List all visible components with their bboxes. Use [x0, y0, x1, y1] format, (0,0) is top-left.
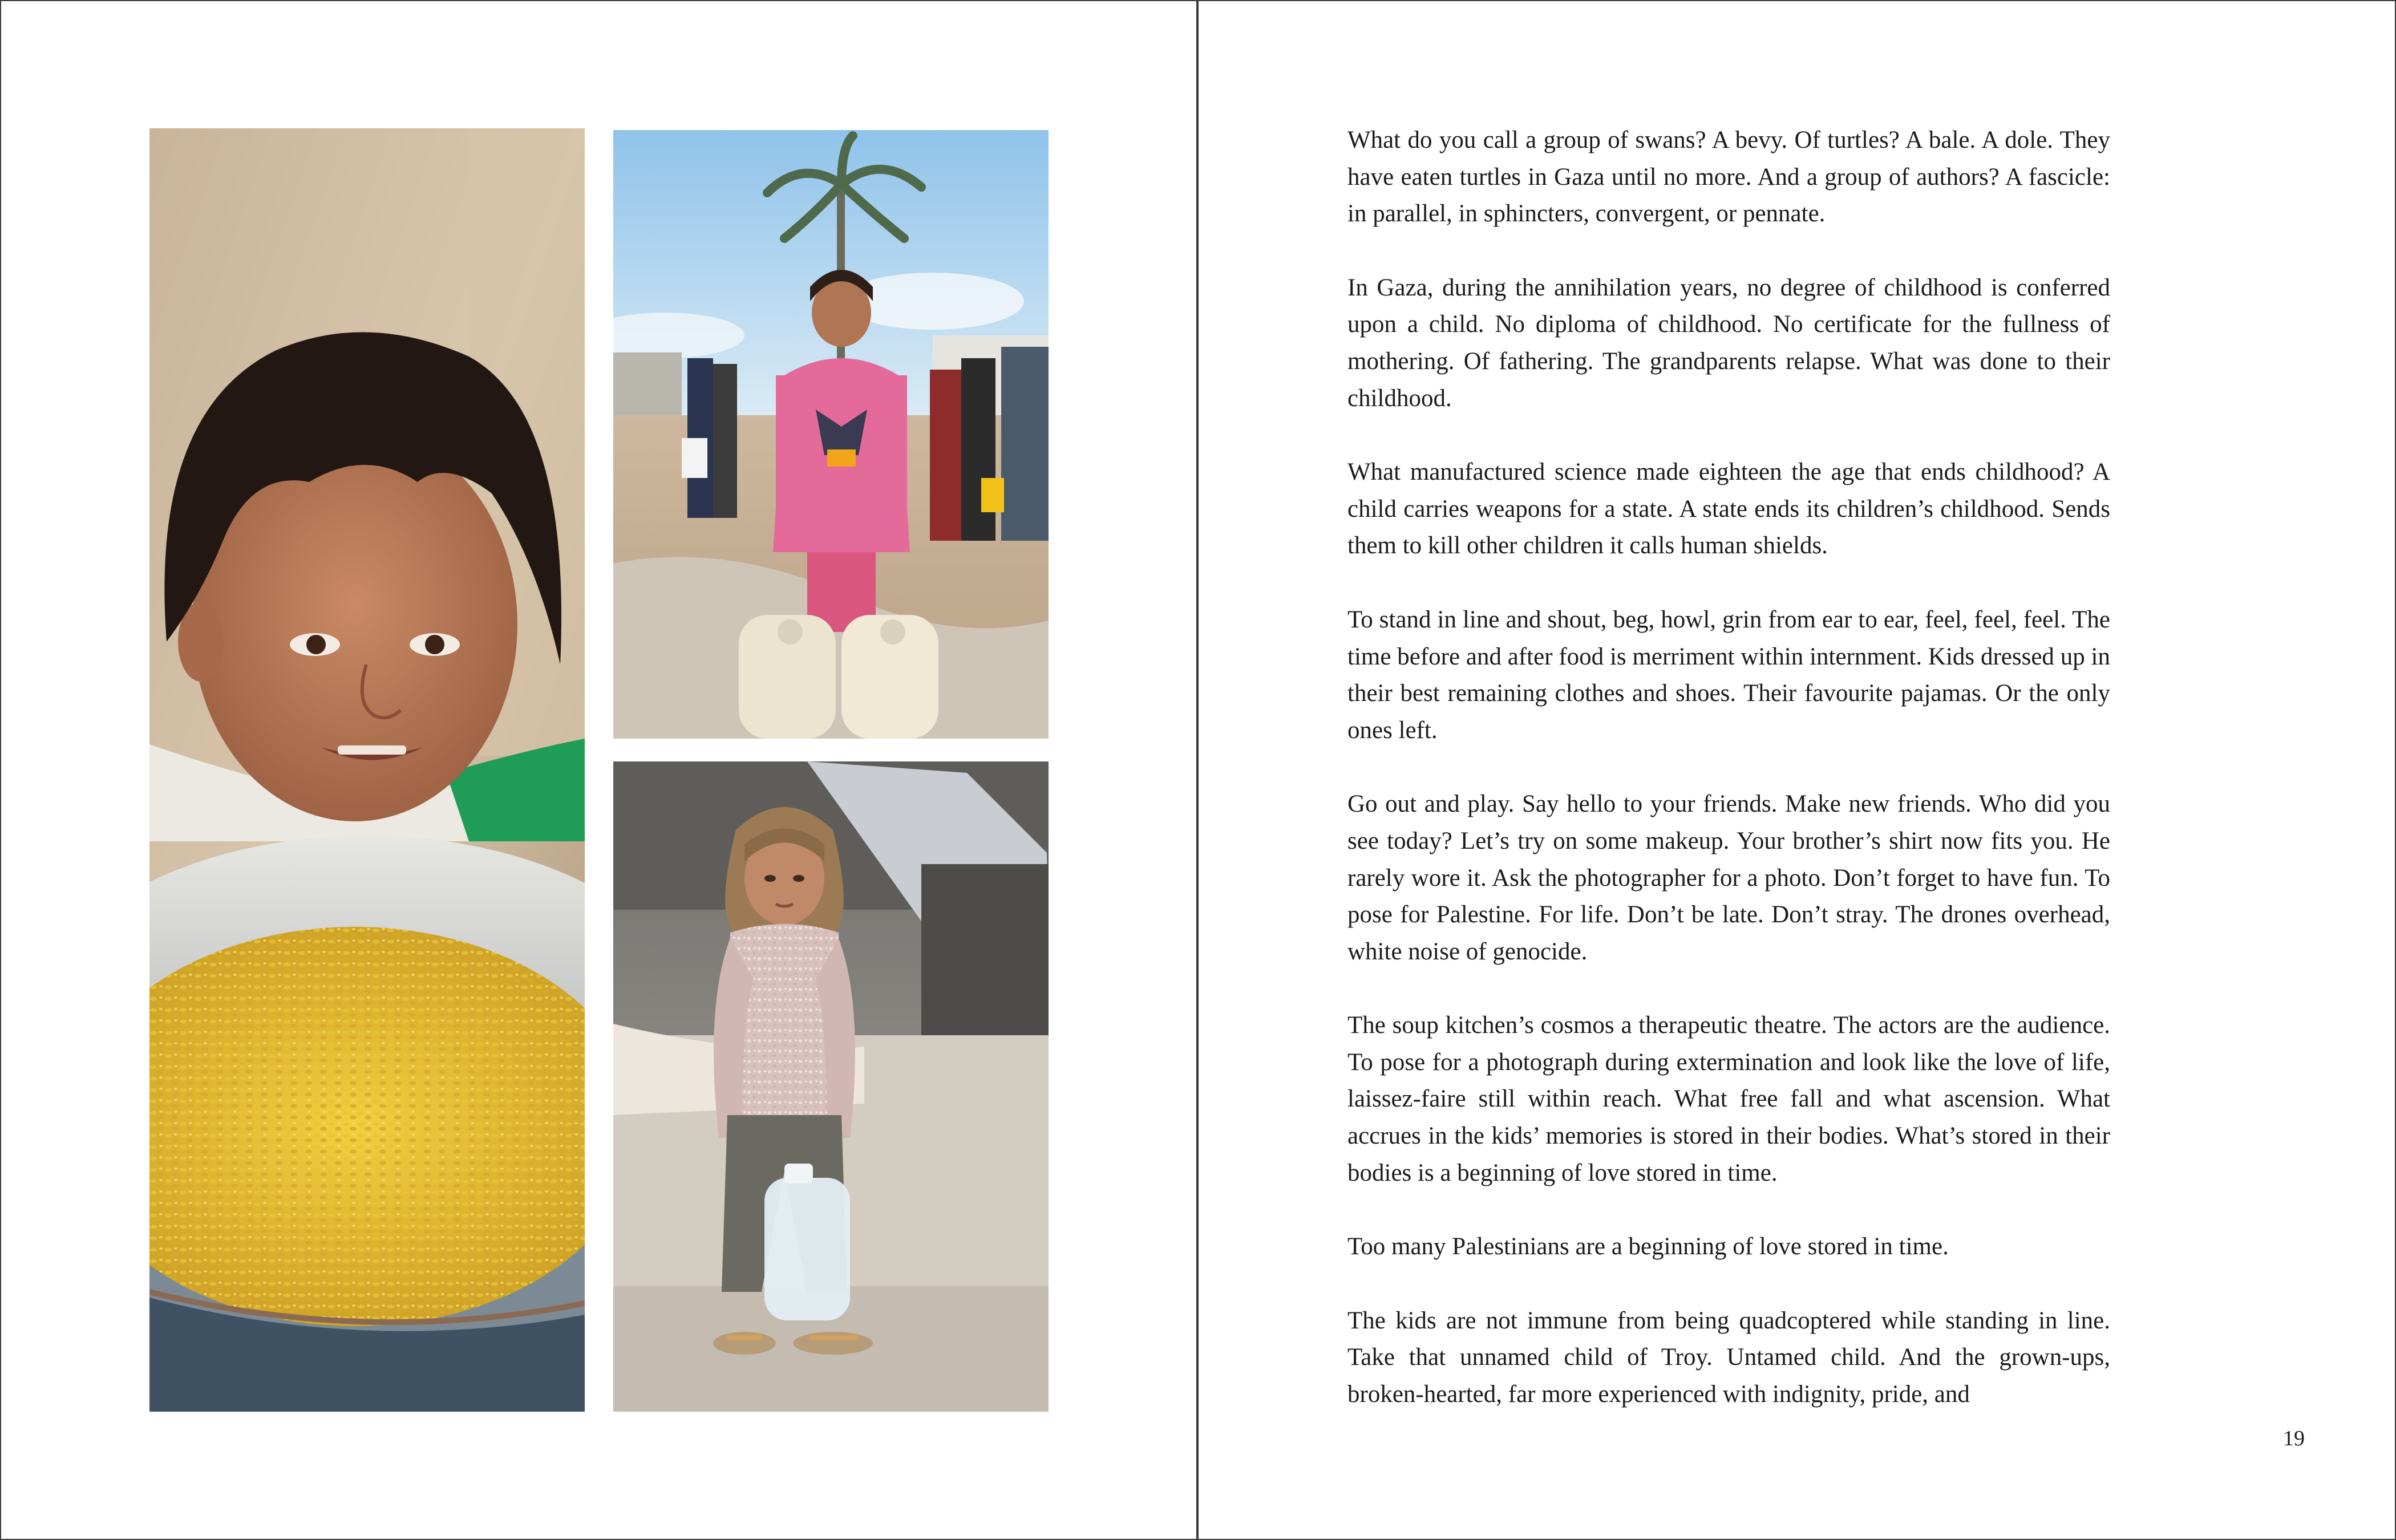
girl-sweater-illustration — [613, 761, 1049, 1412]
page-number: 19 — [2283, 1426, 2305, 1450]
paragraph-swans: What do you call a group of swans? A bevy. Of turtles? A bale. A dole. They have eaten turtles in Gaza until no more. And a group of authors? A fascicle: in parallel, in sphincters, convergent, or pennate. — [1347, 127, 2110, 228]
boy-with-food-photo — [149, 128, 585, 1412]
paragraph-go-out-and-play: Go out and play. Say hello to your friends. Make new friends. Who did you see today? Let’s try on some makeup. Your brother’s shirt now fits you. He rarely wore it. Ask the photographer for a photo. Don’t forget to have fun. To pose for Palestine. For life. Don’t be late. Don’t stray. The drones overhead, white noise of genocide. — [1347, 791, 2110, 965]
paragraph-quadcoptered: The kids are not immune from being quadcoptered while standing in line. Take that unnamed child of Troy. Untamed child. And the grown-ups, broken-hearted, far more experienced with indignity, pride, and — [1347, 1307, 2110, 1408]
right-page — [1199, 0, 2396, 1540]
paragraph-stand-in-line: To stand in line and shout, beg, howl, grin from ear to ear, feel, feel, feel. The time before and after food is merriment within internment. Kids dressed up in their best remaining clothes and shoes. Their favourite pajamas. Or the only ones left. — [1347, 606, 2110, 744]
left-page — [0, 0, 1196, 1540]
girl-sweater-photo — [613, 761, 1049, 1412]
body-text — [1347, 122, 2110, 1413]
paragraph-eighteen: What manufactured science made eighteen the age that ends childhood? A child carries weapons for a state. A state ends its children’s childhood. Sends them to kill other children it calls human shields. — [1347, 459, 2110, 560]
paragraph-soup-kitchen: The soup kitchen’s cosmos a therapeutic theatre. The actors are the audience. To pose for a photograph during extermination and look like the love of life, laissez-faire still within reach. What free fall and what ascension. What accrues in the kids’ memories is stored in their bodies. What’s stored in their bodies is a beginning of love stored in time. — [1347, 1012, 2110, 1186]
boy-with-food-illustration — [149, 128, 585, 1412]
paragraph-childhood-degree: In Gaza, during the annihilation years, no degree of childhood is conferred upon a child. No diploma of childhood. No certificate for the fullness of mothering. Of fathering. The grandparents relapse. What was done to their childhood. — [1347, 274, 2110, 412]
paragraph-too-many: Too many Palestinians are a beginning of love stored in time. — [1347, 1233, 1949, 1261]
girl-pink-hoodie-photo — [613, 130, 1049, 739]
girl-pink-hoodie-illustration — [613, 130, 1049, 739]
